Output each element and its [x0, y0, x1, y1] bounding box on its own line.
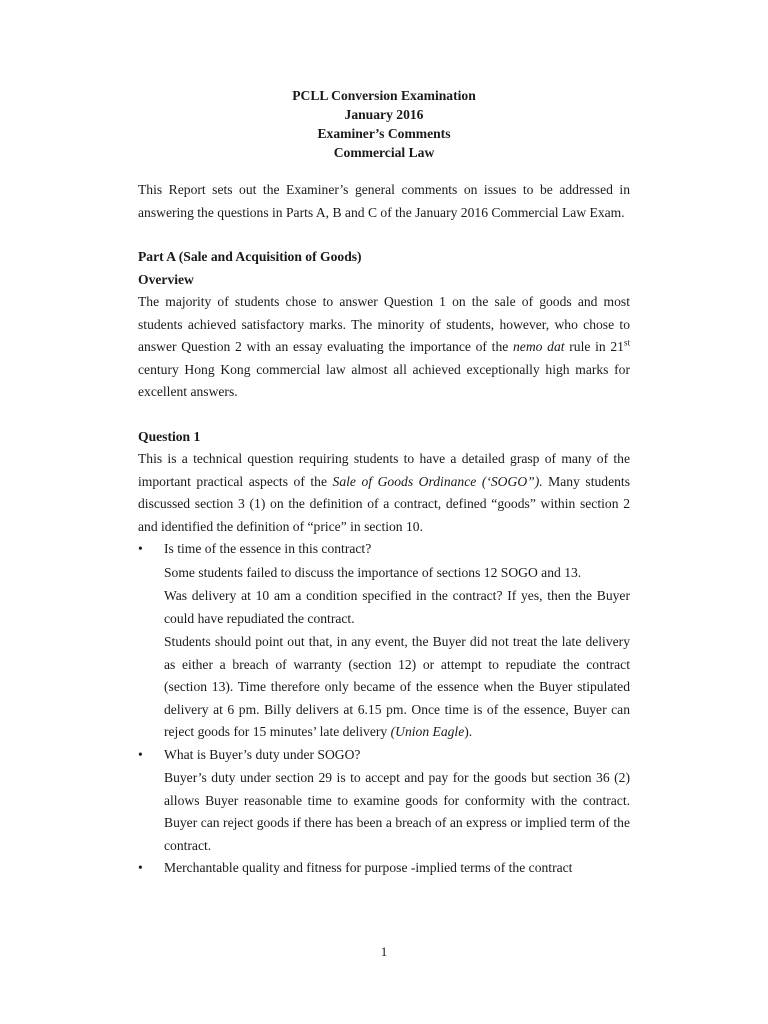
bullet-paragraph — [164, 631, 630, 744]
question-1-paragraph — [138, 448, 630, 538]
bullet-title: Is time of the essence in this contract? — [164, 541, 372, 556]
case-name: (Union Eagle — [390, 724, 465, 739]
bullet-icon: • — [138, 860, 143, 875]
bullet-paragraph: Some students failed to discuss the importance of sections 12 SOGO and 13. — [164, 564, 582, 580]
bullet-title: Merchantable quality and fitness for purpose -implied terms of the contract — [164, 860, 573, 875]
question-1-text-rest: Many students discussed section 3 (1) on the definition of a contract, defined “goods” within section 2 and identified the definition of “price” in section 10. — [138, 473, 630, 534]
subject-title: Commercial Law — [333, 145, 435, 160]
overview-text-1: The majority of students chose to answer Question 1 on the sale of goods and most students achieved satisfactory marks. The minority of students, however, who chose to answer Question 2 with an essay evaluating the importance of the — [138, 294, 630, 354]
question-1-text: This is a technical question requiring students to have a detailed grasp of many of the important practical aspects of the — [138, 451, 630, 489]
overview-superscript: st — [623, 337, 630, 348]
overview-text-3: century Hong Kong commercial law almost all achieved exceptionally high marks for excellent answers. — [138, 361, 630, 399]
overview-paragraph — [138, 291, 630, 404]
issues-list — [138, 538, 630, 880]
list-item — [138, 857, 630, 880]
spacer — [138, 404, 630, 426]
list-item — [138, 744, 630, 858]
exam-title: PCLL Conversion Examination — [292, 88, 476, 103]
document-title-block — [138, 86, 630, 162]
bullet-paragraph: Was delivery at 10 am a condition specified in the contract? If yes, then the Buyer could have repudiated the contract. — [164, 588, 630, 626]
overview-text-2: rule in 21 — [564, 339, 624, 354]
question-1-heading: Question 1 — [138, 428, 201, 444]
page-number: 1 — [380, 944, 388, 959]
bullet-text-end: ). — [464, 724, 473, 739]
exam-date: January 2016 — [344, 107, 424, 122]
document-page — [138, 86, 630, 880]
part-a-heading: Part A (Sale and Acquisition of Goods) — [138, 249, 362, 264]
overview-italic-term: nemo dat — [513, 339, 565, 354]
list-item — [138, 538, 630, 744]
intro-paragraph: This Report sets out the Examiner’s general comments on issues to be addressed in answering the questions in Parts A, B and C of the January 2016 Commercial Law Exam. — [138, 182, 630, 220]
bullet-icon: • — [138, 746, 143, 762]
question-1-italic: Sale of Goods Ordinance (‘SOGO”). — [332, 473, 543, 489]
report-type: Examiner’s Comments — [317, 126, 451, 141]
bullet-icon: • — [138, 541, 143, 556]
bullet-title: What is Buyer’s duty under SOGO? — [164, 746, 361, 762]
spacer — [138, 224, 630, 246]
overview-heading: Overview — [138, 271, 194, 287]
bullet-text: Students should point out that, in any event, the Buyer did not treat the late delivery as either a breach of warranty (section 12) or attempt to repudiate the contract (section 13). Time therefore only became of the essence when the Buyer stipulated delivery at 6 pm. Billy delivers at 6.15 pm. Once time is of the essence, Buyer can reject goods for 15 minutes’ late delivery — [164, 634, 630, 739]
bullet-paragraph: Buyer’s duty under section 29 is to accept and pay for the goods but section 36 (2) allows Buyer reasonable time to examine goods for conformity with the contract. Buyer can reject goods if there has been a breach of an express or implied term of the contract. — [164, 770, 630, 853]
